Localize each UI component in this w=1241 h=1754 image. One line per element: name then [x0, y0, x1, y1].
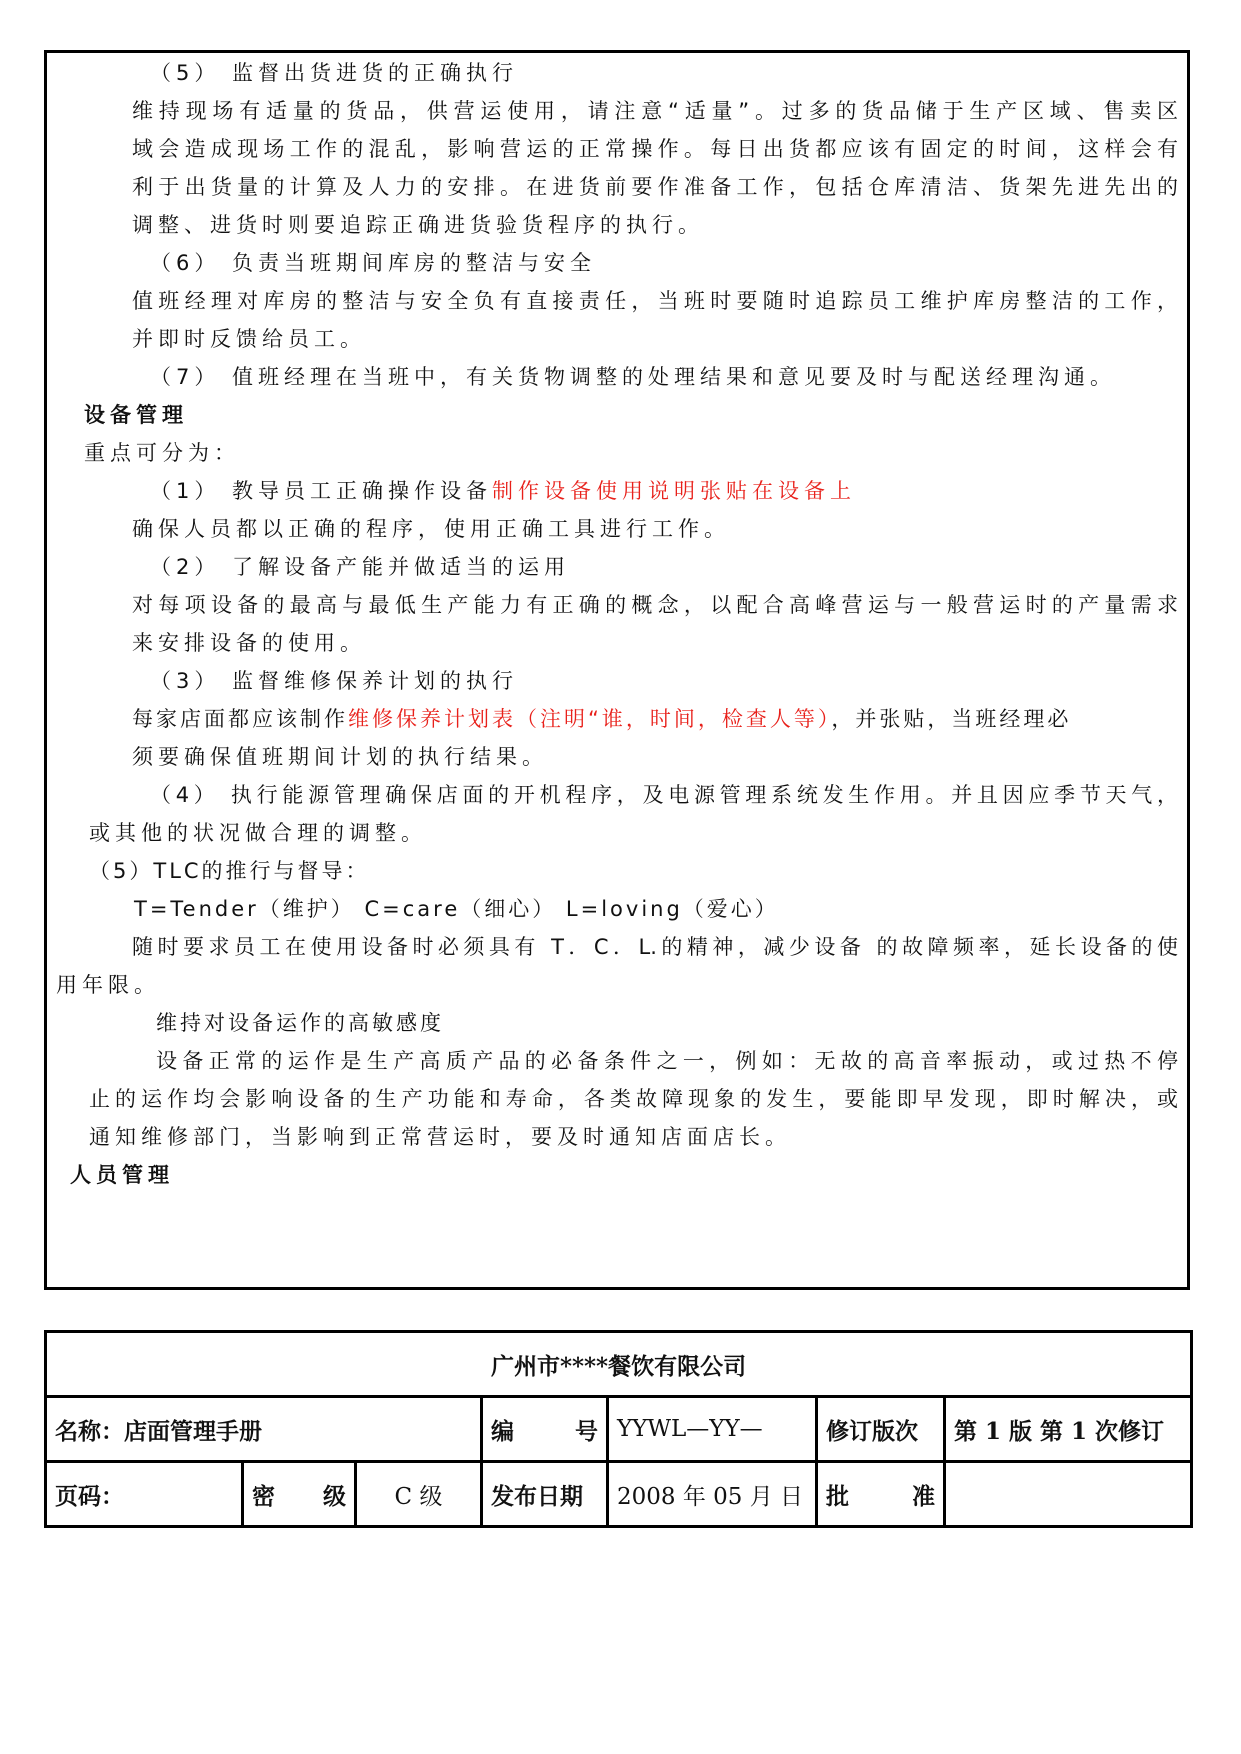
- subheading-sensitivity: 维持对设备运作的高敏感度: [156, 1011, 444, 1035]
- paragraph-line: 利于出货量的计算及人力的安排。在进货前要作准备工作，包括仓库清洁、货架先进先出的: [132, 175, 1178, 199]
- item-text: 每家店面都应该制作: [132, 707, 348, 731]
- paragraph-line: 值班经理对库房的整洁与安全负有直接责任，当班时要随时追踪员工维护库房整洁的工作，: [132, 289, 1178, 313]
- document-control-table: [44, 1330, 1193, 1528]
- highlighted-note: 维修保养计划表（注明“谁，时间，检查人等）: [348, 707, 832, 731]
- equipment-item-1-heading: [150, 477, 856, 505]
- revision-label: 修订版次: [817, 1397, 945, 1462]
- paragraph-line: 止的运作均会影响设备的生产功能和寿命，各类故障现象的发生，要能即早发现，即时解决，或: [89, 1087, 1178, 1111]
- paragraph-line: 须要确保值班期间计划的执行结果。: [132, 745, 548, 769]
- paragraph-line: 通知维修部门，当影响到正常营运时，要及时通知店面店长。: [89, 1125, 791, 1149]
- approve-label: 批 准: [817, 1462, 945, 1527]
- paragraph-line: 确保人员都以正确的程序，使用正确工具进行工作。: [132, 517, 730, 541]
- paragraph-line: 或其他的状况做合理的调整。: [89, 821, 427, 845]
- revision-value: 第 1 版 第 1 次修订: [945, 1397, 1192, 1462]
- company-name: 广州市****餐饮有限公司: [46, 1332, 1192, 1397]
- paragraph-line: 重点可分为：: [84, 441, 240, 465]
- tlc-definition: T=Tender（维护） C=care（细心） L=loving（爱心）: [134, 897, 779, 921]
- paragraph-line: 来安排设备的使用。: [132, 631, 366, 655]
- code-label: 编 号: [482, 1397, 608, 1462]
- secret-value: C 级: [356, 1462, 482, 1527]
- paragraph-line: 域会造成现场工作的混乱，影响营运的正常操作。每日出货都应该有固定的时间，这样会有: [132, 137, 1178, 161]
- item-7-heading: （7） 值班经理在当班中，有关货物调整的处理结果和意见要及时与配送经理沟通。: [150, 365, 1117, 389]
- equipment-item-3-heading: （3） 监督维修保养计划的执行: [150, 669, 519, 693]
- paragraph-line: 对每项设备的最高与最低生产能力有正确的概念，以配合高峰营运与一般营运时的产量需求: [132, 593, 1178, 617]
- manual-name: 名称：店面管理手册: [46, 1397, 482, 1462]
- paragraph-line: 设备正常的运作是生产高质产品的必备条件之一，例如：无故的高音率振动，或过热不停: [156, 1049, 1178, 1073]
- highlighted-note: 制作设备使用说明张贴在设备上: [492, 479, 857, 503]
- item-text: （1） 教导员工正确操作设备: [150, 479, 493, 503]
- code-value: YYWL—YY—: [608, 1397, 817, 1462]
- paragraph-line: [132, 705, 1071, 733]
- item-text: ，并张贴，当班经理必: [831, 707, 1072, 731]
- date-label: 发布日期: [482, 1462, 608, 1527]
- date-value: 2008 年 05 月 日: [608, 1462, 817, 1527]
- item-6-heading: （6） 负责当班期间库房的整洁与安全: [150, 251, 597, 275]
- equipment-item-5-heading: （5）TLC的推行与督导：: [89, 859, 370, 883]
- section-heading-equipment: 设备管理: [84, 403, 188, 427]
- secret-label: 密 级: [243, 1462, 356, 1527]
- page-label: 页码：: [46, 1462, 243, 1527]
- paragraph-line: 用年限。: [56, 973, 160, 997]
- equipment-item-4-heading: （4） 执行能源管理确保店面的开机程序，及电源管理系统发生作用。并且因应季节天气，: [150, 783, 1178, 807]
- approve-value: [945, 1462, 1192, 1527]
- paragraph-line: 调整、进货时则要追踪正确进货验货程序的执行。: [132, 213, 704, 237]
- paragraph-line: 并即时反馈给员工。: [132, 327, 366, 351]
- section-heading-personnel: 人员管理: [70, 1163, 174, 1187]
- item-5-heading: （5） 监督出货进货的正确执行: [150, 61, 519, 85]
- paragraph-line: 随时要求员工在使用设备时必须具有 T．C．L.的精神，减少设备 的故障频率，延长设备的使: [132, 935, 1178, 959]
- equipment-item-2-heading: （2） 了解设备产能并做适当的运用: [150, 555, 571, 579]
- paragraph-line: 维持现场有适量的货品，供营运使用，请注意“适量”。过多的货品储于生产区域、售卖区: [132, 99, 1178, 123]
